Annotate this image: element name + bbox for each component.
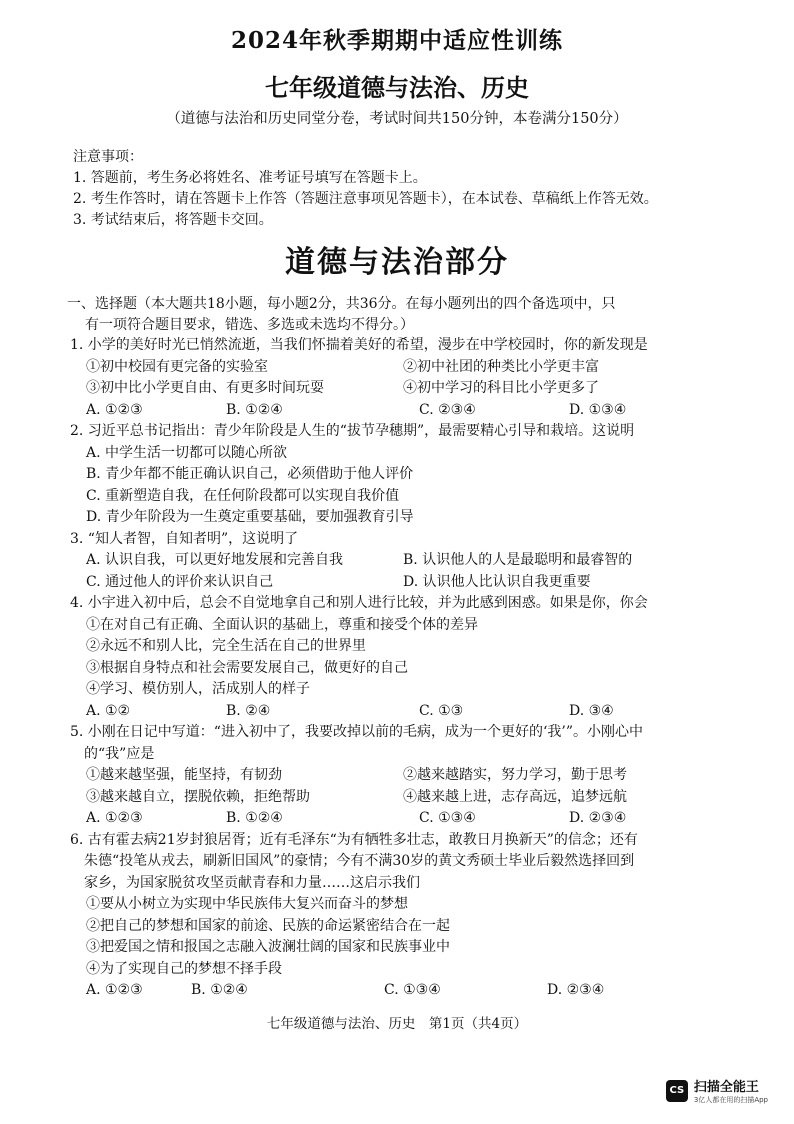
section-instructions xyxy=(67,294,707,336)
option: B. 青少年都不能正确认识自己，必须借助于他人评价 xyxy=(86,466,414,482)
statement-row xyxy=(70,787,720,809)
option: D. ①③④ xyxy=(569,401,627,418)
statement: ②把自己的梦想和国家的前途、民族的命运紧密结合在一起 xyxy=(86,917,450,934)
question-stem: 3. “知人者智，自知者明”，这说明了 xyxy=(70,530,299,547)
page-footer: 七年级道德与法治、历史 第1页（共4页） xyxy=(266,1016,528,1032)
question-stem-continued: 家乡，为国家脱贫攻坚贡献青春和力量……这启示我们 xyxy=(84,874,420,891)
scanner-watermark xyxy=(666,1076,768,1105)
option: D. 青少年阶段为一生奠定重要基础，要加强教育引导 xyxy=(86,509,414,525)
option: C. 通过他人的评价来认识自己 xyxy=(86,573,274,590)
question-3 xyxy=(70,529,720,594)
statement: ④为了实现自己的梦想不择手段 xyxy=(86,960,282,977)
option: B. ②④ xyxy=(226,702,271,719)
statement: ②越来越踏实，努力学习，勤于思考 xyxy=(403,767,627,783)
notice-heading: 注意事项： xyxy=(73,149,143,165)
instructions-line: 有一项符合题目要求，错选、多选或未选均不得分。） xyxy=(85,317,414,333)
question-stem-continued: 的“我”应是 xyxy=(84,745,155,762)
option: A. 中学生活一切都可以随心所欲 xyxy=(86,444,288,461)
statement: ③根据自身特点和社会需要发展自己，做更好的自己 xyxy=(86,659,408,676)
statement-row xyxy=(70,378,720,400)
notice-item: 3. 考试结束后，将答题卡交回。 xyxy=(73,212,273,228)
notice-item: 1. 答题前，考生务必将姓名、准考证号填写在答题卡上。 xyxy=(73,170,427,186)
option-row xyxy=(70,572,720,594)
question-stem: 6. 古有霍去病21岁封狼居胥；近有毛泽东“为有牺牲多壮志，敢教日月换新天”的信念；还有 xyxy=(70,831,638,848)
watermark-name: 扫描全能王 xyxy=(693,1080,759,1095)
option: A. ①②③ xyxy=(86,982,143,998)
option-row xyxy=(70,808,720,830)
option: A. 认识自我，可以更好地发展和完善自我 xyxy=(86,552,344,568)
statement-row xyxy=(70,765,720,787)
option: C. 重新塑造自我，在任何阶段都可以实现自我价值 xyxy=(86,487,400,504)
exam-subject-title: 七年级道德与法治、历史 xyxy=(265,73,529,102)
question-5 xyxy=(70,722,720,830)
statement: ③初中比小学更自由、有更多时间玩耍 xyxy=(86,380,324,396)
exam-time-note: （道德与法治和历史同堂分卷，考试时间共150分钟，本卷满分150分） xyxy=(166,111,628,127)
option: D. ②③④ xyxy=(547,982,605,998)
statement: ①在对自己有正确、全面认识的基础上，尊重和接受个体的差异 xyxy=(86,616,478,633)
watermark-tagline: 3亿人都在用的扫描App xyxy=(693,1096,768,1104)
camscanner-logo-icon: CS xyxy=(666,1080,688,1102)
instructions-line: 一、选择题（本大题共18小题，每小题2分，共36分。在每小题列出的四个备选项中，只 xyxy=(67,296,616,312)
notice-item: 2. 考生作答时，请在答题卡上作答（答题注意事项见答题卡），在本试卷、草稿纸上作答无效。 xyxy=(73,191,658,207)
statement: ②初中社团的种类比小学更丰富 xyxy=(403,358,599,375)
question-stem: 5. 小刚在日记中写道：“进入初中了，我要改掉以前的毛病，成为一个更好的‘我’”。小刚心中 xyxy=(70,724,644,740)
option: B. ①②④ xyxy=(226,810,283,826)
exam-main-title: 2024年秋季期期中适应性训练 xyxy=(230,27,563,54)
statement: ④越来越上进，志存高远，追梦远航 xyxy=(403,788,627,805)
option: C. ②③④ xyxy=(419,401,476,418)
option: A. ①② xyxy=(86,702,131,719)
question-1 xyxy=(70,335,720,421)
option-row xyxy=(70,400,720,422)
watermark-text xyxy=(694,1076,768,1105)
question-6 xyxy=(70,830,720,1002)
option: C. ①③ xyxy=(419,702,464,719)
option-row xyxy=(70,701,720,723)
question-4 xyxy=(70,593,720,722)
option: C. ①③④ xyxy=(384,982,441,998)
statement: ③越来越自立，摆脱依赖，拒绝帮助 xyxy=(86,788,310,805)
notice-block xyxy=(73,147,773,231)
option-row xyxy=(70,550,720,572)
option: A. ①②③ xyxy=(86,810,143,826)
question-list xyxy=(70,335,720,1002)
statement: ①初中校园有更完备的实验室 xyxy=(86,358,268,375)
statement: ③把爱国之情和报国之志融入波澜壮阔的国家和民族事业中 xyxy=(86,939,450,955)
option: D. ②③④ xyxy=(569,810,627,826)
question-stem: 1. 小学的美好时光已悄然流逝，当我们怀揣着美好的希望，漫步在中学校园时，你的新发现是 xyxy=(70,337,648,353)
statement: ④初中学习的科目比小学更多了 xyxy=(403,380,599,396)
statement: ①越来越坚强，能坚持，有韧劲 xyxy=(86,767,282,783)
question-stem: 4. 小宇进入初中后，总会不自觉地拿自己和别人进行比较，并为此感到困惑。如果是你，你会 xyxy=(70,595,648,611)
question-stem-continued: 朱德“投笔从戎去，刷新旧国风”的豪情；今有不满30岁的黄文秀硕士毕业后毅然选择回到 xyxy=(84,853,635,869)
option: D. ③④ xyxy=(569,702,614,719)
statement: ①要从小树立为实现中华民族伟大复兴而奋斗的梦想 xyxy=(86,896,408,912)
section-title: 道德与法治部分 xyxy=(285,245,509,280)
question-2 xyxy=(70,421,720,529)
option-row xyxy=(70,980,720,1002)
option: B. ①②④ xyxy=(191,982,248,998)
question-stem: 2. 习近平总书记指出：青少年阶段是人生的“拔节孕穗期”，最需要精心引导和栽培。这说明 xyxy=(70,423,635,439)
statement-row xyxy=(70,357,720,379)
option: D. 认识他人比认识自我更重要 xyxy=(403,573,591,590)
statement: ②永远不和别人比，完全生活在自己的世界里 xyxy=(86,638,366,654)
statement: ④学习、模仿别人，活成别人的样子 xyxy=(86,681,310,697)
option: A. ①②③ xyxy=(86,401,143,418)
option: C. ①③④ xyxy=(419,810,476,826)
option: B. 认识他人的人是最聪明和最睿智的 xyxy=(403,552,633,568)
option: B. ①②④ xyxy=(226,401,283,418)
